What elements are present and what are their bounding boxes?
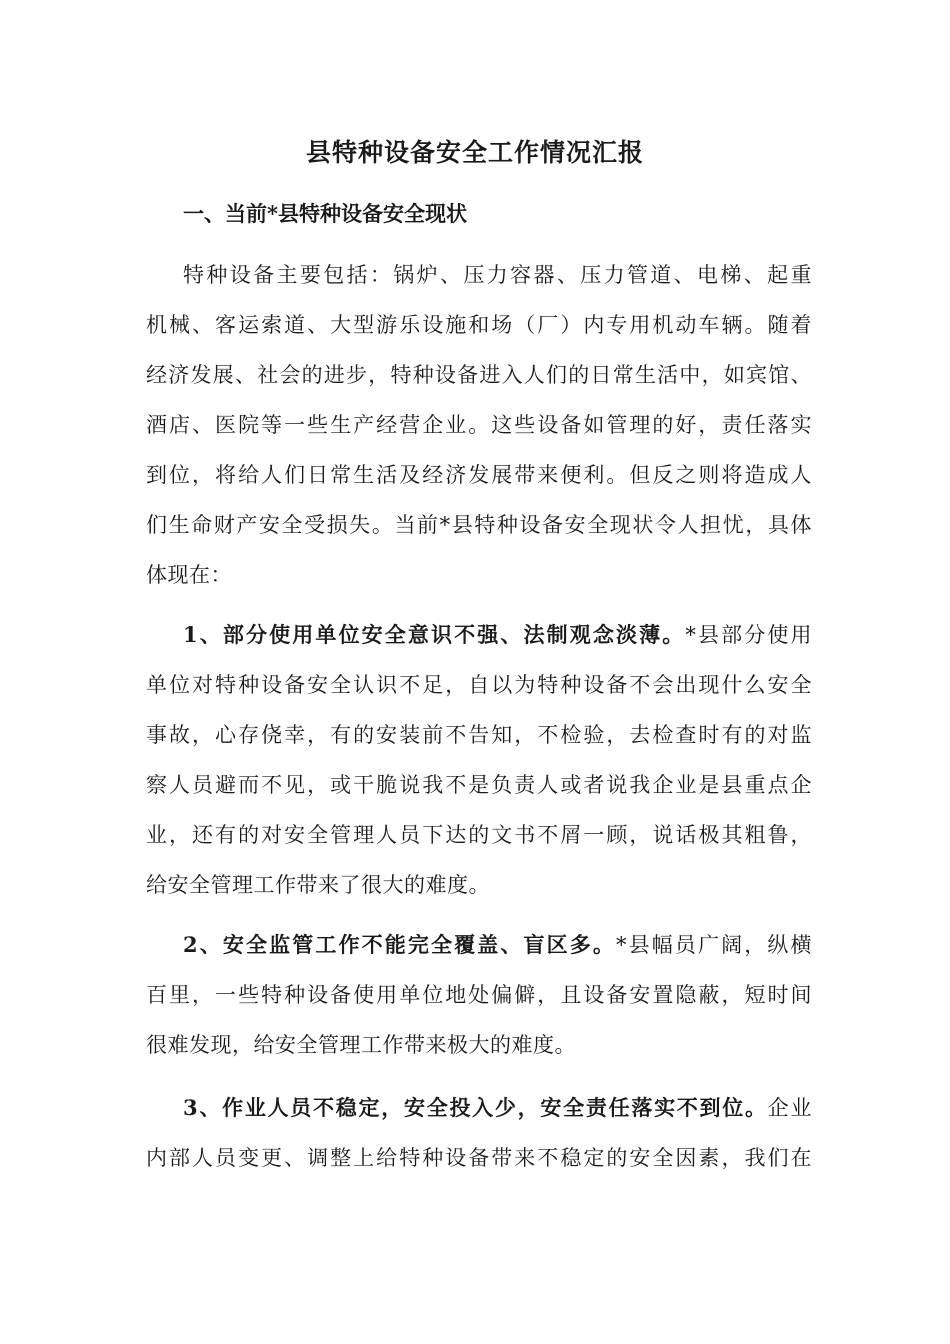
paragraph-line	[146, 920, 812, 970]
paragraph-line: 特种设备主要包括：锅炉、压力容器、压力管道、电梯、起重	[183, 263, 812, 287]
paragraph-line: 给安全管理工作带来了很大的难度。	[146, 873, 490, 897]
paragraph-line: 酒店、医院等一些生产经营企业。这些设备如管理的好，责任落实	[146, 413, 812, 437]
paragraph-line-text: 企业	[767, 1096, 812, 1120]
paragraph-line: 机械、客运索道、大型游乐设施和场（厂）内专用机动车辆。随着	[146, 313, 812, 337]
paragraph-point-2	[146, 920, 812, 1070]
paragraph-line: 事故，心存侥幸，有的安装前不告知，不检验，去检查时有的对监	[146, 723, 812, 747]
paragraph-line-text: *县部分使用	[685, 623, 812, 647]
paragraph-line: 经济发展、社会的进步，特种设备进入人们的日常生活中，如宾馆、	[146, 363, 812, 387]
paragraph-lead: 2、安全监管工作不能完全覆盖、盲区多。	[183, 932, 616, 957]
paragraph-line-text: *县幅员广阔，纵横	[616, 933, 812, 957]
section-heading: 一、当前*县特种设备安全现状	[183, 201, 467, 226]
paragraph-line	[146, 1083, 812, 1133]
paragraph-point-1	[146, 610, 812, 910]
paragraph-line: 体现在：	[146, 563, 232, 587]
paragraph-line: 察人员避而不见，或干脆说我不是负责人或者说我企业是县重点企	[146, 773, 812, 797]
paragraph-line: 们生命财产安全受损失。当前*县特种设备安全现状令人担忧，具体	[146, 513, 812, 537]
paragraph-line: 内部人员变更、调整上给特种设备带来不稳定的安全因素，我们在	[146, 1146, 812, 1170]
document-title: 县特种设备安全工作情况汇报	[305, 138, 644, 167]
paragraph-intro	[146, 250, 812, 600]
paragraph-lead: 3、作业人员不稳定，安全投入少，安全责任落实不到位。	[183, 1095, 768, 1120]
paragraph-line: 百里，一些特种设备使用单位地处偏僻，且设备安置隐蔽，短时间	[146, 983, 812, 1007]
paragraph-line: 业，还有的对安全管理人员下达的文书不屑一顾，说话极其粗鲁，	[146, 823, 812, 847]
paragraph-line: 单位对特种设备安全认识不足，自以为特种设备不会出现什么安全	[146, 673, 812, 697]
paragraph-point-3	[146, 1083, 812, 1183]
paragraph-lead: 1、部分使用单位安全意识不强、法制观念淡薄。	[183, 622, 686, 647]
paragraph-line	[146, 610, 812, 660]
paragraph-line: 到位，将给人们日常生活及经济发展带来便利。但反之则将造成人	[146, 463, 812, 487]
paragraph-line: 很难发现，给安全管理工作带来极大的难度。	[146, 1033, 576, 1057]
